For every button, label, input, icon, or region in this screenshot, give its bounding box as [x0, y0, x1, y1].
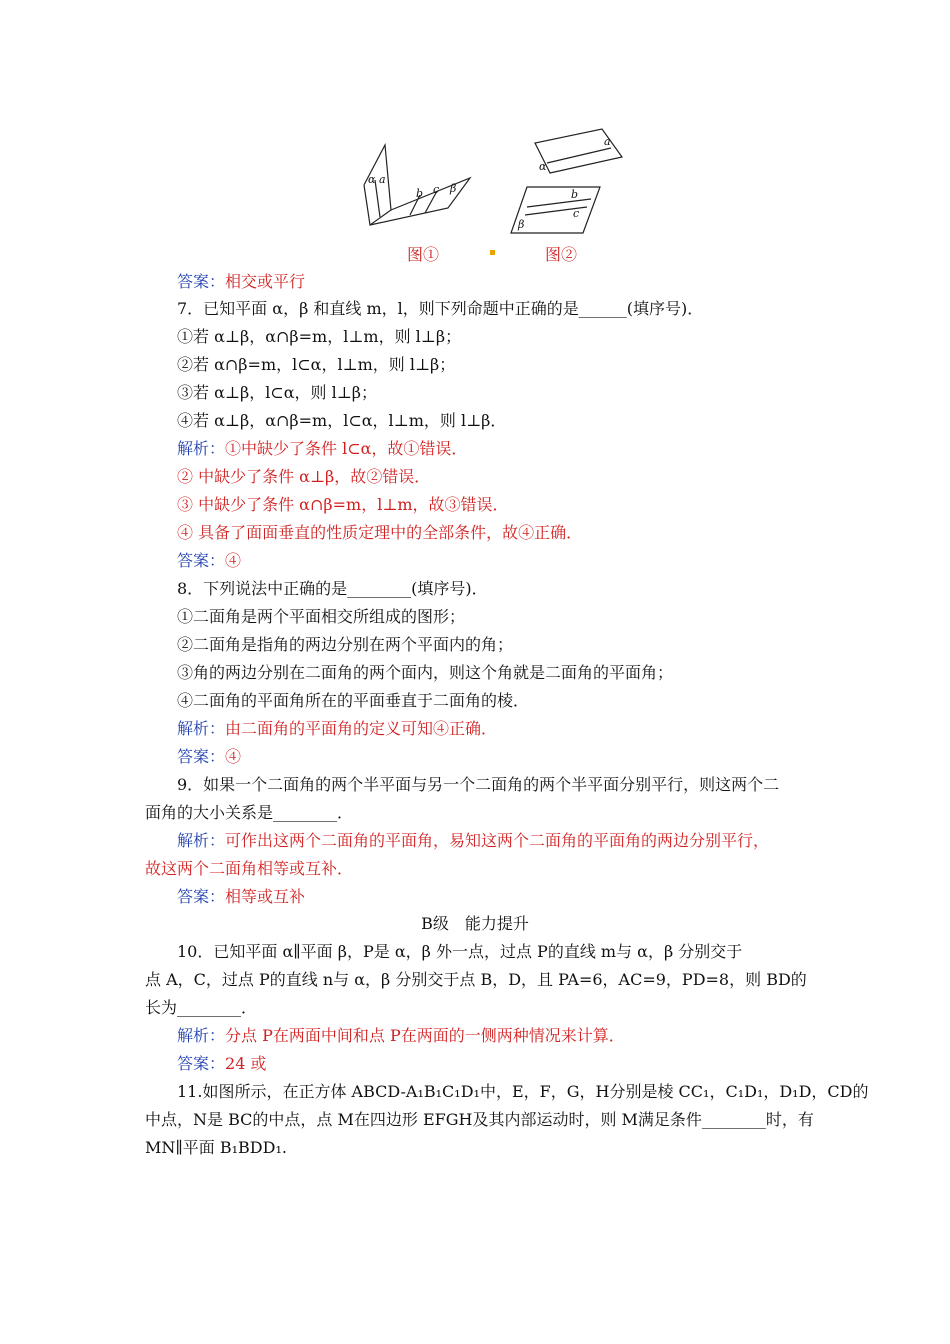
q7-option-2: ②若 α∩β=m，l⊂α，l⊥m，则 l⊥β；: [177, 355, 456, 374]
analysis-label: 解析：: [177, 439, 226, 458]
q9-analysis-line-1: [177, 831, 817, 851]
fig2-beta-label: β: [518, 218, 525, 231]
fig2-c-label: c: [573, 207, 580, 220]
answer-label: 答案：: [177, 1054, 226, 1073]
decorative-dot: [490, 250, 495, 255]
q7-option-4: ④若 α⊥β，α∩β=m，l⊂α，l⊥m，则 l⊥β．: [177, 411, 507, 430]
analysis-label: 解析：: [177, 719, 226, 738]
fig2-b-label: b: [571, 188, 579, 201]
q7-analysis-4: ④ 具备了面面垂直的性质定理中的全部条件，故④正确．: [177, 523, 583, 542]
answer-label: 答案：: [177, 747, 226, 766]
analysis-label: 解析：: [177, 1026, 226, 1045]
q7-analysis-3: ③ 中缺少了条件 α∩β=m，l⊥m，故③错误．: [177, 495, 509, 514]
q8-analysis: 由二面角的平面角的定义可知④正确．: [225, 719, 498, 738]
figure-caption-2: 图②: [545, 245, 578, 264]
q7-answer: ④: [225, 551, 242, 570]
q8-stem: 8．下列说法中正确的是________(填序号)．: [177, 579, 488, 598]
q11-stem-line-2: 中点，N是 BC的中点，点 M在四边形 EFGH及其内部运动时，则 M满足条件________时，有: [145, 1110, 814, 1129]
q10-analysis-line: [177, 1026, 817, 1046]
q10-answer-line: [177, 1054, 817, 1074]
q8-answer: ④: [225, 747, 242, 766]
fig1-beta-label: β: [450, 182, 457, 195]
q10-answer: 24 或: [225, 1054, 267, 1073]
planes-diagram: [355, 125, 635, 235]
q7-answer-line: [177, 551, 817, 571]
q10-stem-line-1: 10．已知平面 α∥平面 β，P是 α，β 外一点，过点 P的直线 m与 α，β 分别交于: [177, 942, 743, 961]
figure-diagrams: [355, 125, 635, 235]
q11-stem-line-3: MN∥平面 B₁BDD₁.: [145, 1138, 287, 1157]
q7-analysis-1: ①中缺少了条件 l⊂α，故①错误．: [225, 439, 468, 458]
q6-answer-line: [177, 272, 817, 292]
figure-caption-1: 图①: [407, 245, 440, 264]
analysis-label: 解析：: [177, 831, 226, 850]
q8-option-4: ④二面角的平面角所在的平面垂直于二面角的棱．: [177, 691, 530, 710]
section-title: B级 能力提升: [421, 914, 529, 933]
answer-label: 答案：: [177, 887, 226, 906]
q9-analysis-1: 可作出这两个二面角的平面角，易知这两个二面角的平面角的两边分别平行，: [225, 831, 770, 850]
fig2-a-label: a: [604, 135, 611, 148]
q6-answer: 相交或平行: [225, 272, 306, 291]
q11-stem-line-1: 11.如图所示，在正方体 ABCD-A₁B₁C₁D₁中，E，F，G，H分别是棱 CC₁，C₁D₁，D₁D，CD的: [177, 1082, 869, 1101]
q8-analysis-line: [177, 719, 817, 739]
fig2-line-a: [547, 148, 611, 163]
q8-option-1: ①二面角是两个平面相交所组成的图形；: [177, 607, 466, 626]
q8-option-3: ③角的两边分别在二面角的两个面内，则这个角就是二面角的平面角；: [177, 663, 674, 682]
q7-option-1: ①若 α⊥β，α∩β=m，l⊥m，则 l⊥β；: [177, 327, 462, 346]
fig1-b-label: b: [416, 187, 424, 200]
q7-option-3: ③若 α⊥β，l⊂α，则 l⊥β；: [177, 383, 378, 402]
q8-answer-line: [177, 747, 817, 767]
fig1-alpha-label: α: [368, 173, 376, 186]
q9-answer: 相等或互补: [225, 887, 306, 906]
q7-analysis-line-1: [177, 439, 817, 459]
fig2-alpha-label: α: [539, 160, 547, 173]
fig1-a-label: a: [379, 173, 386, 186]
fig1-c-label: c: [433, 183, 440, 196]
q9-stem-line-1: 9．如果一个二面角的两个半平面与另一个二面角的两个半平面分别平行，则这两个二: [177, 775, 780, 794]
answer-label: 答案：: [177, 272, 226, 291]
q8-option-2: ②二面角是指角的两边分别在两个平面内的角；: [177, 635, 514, 654]
answer-label: 答案：: [177, 551, 226, 570]
q10-analysis: 分点 P在两面中间和点 P在两面的一侧两种情况来计算．: [225, 1026, 625, 1045]
q9-analysis-2: 故这两个二面角相等或互补．: [145, 859, 354, 878]
q10-stem-line-2: 点 A，C，过点 P的直线 n与 α，β 分别交于点 B，D，且 PA=6，AC=9，PD=8，则 BD的: [145, 970, 807, 989]
q7-stem: 7．已知平面 α，β 和直线 m，l，则下列命题中正确的是______(填序号)．: [177, 299, 704, 318]
fig2-line-b: [527, 199, 591, 207]
q9-answer-line: [177, 887, 817, 907]
q7-analysis-2: ② 中缺少了条件 α⊥β，故②错误．: [177, 467, 431, 486]
q9-stem-line-2: 面角的大小关系是________．: [145, 803, 354, 822]
q10-stem-line-3: 长为________．: [145, 998, 258, 1017]
